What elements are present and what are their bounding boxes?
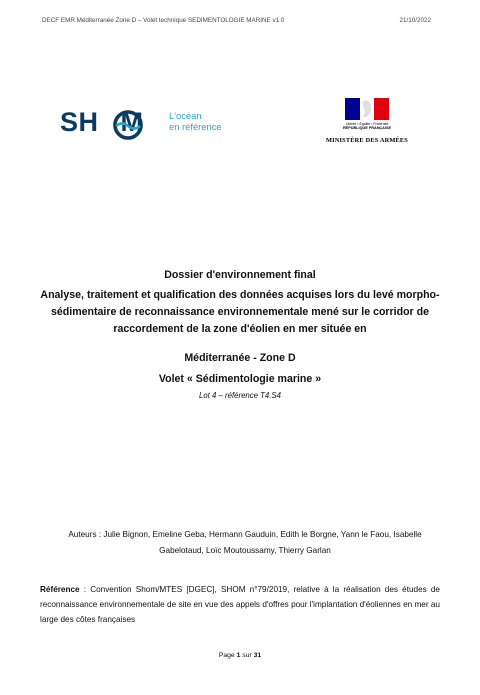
- republique-devise: Liberté • Égalité • Fraternité: [345, 122, 389, 126]
- zone-title: Méditerranée - Zone D: [184, 351, 296, 364]
- volet-title: Volet « Sédimentologie marine »: [158, 372, 322, 385]
- marianne-flag-icon: [345, 98, 389, 120]
- page-total: 31: [253, 652, 262, 659]
- reference-text: : Convention Shom/MTES [DGEC], SHOM n°79/2019, relative à la réalisation des études de reconnaissance environnementale de site en vue des appels d'offres pour l'implantation d'éoliennes en mer au large des côtes françaises: [40, 585, 440, 624]
- shom-letter-m: M: [120, 107, 144, 137]
- marianne-profile-icon: [357, 99, 377, 119]
- authors-list: Auteurs : Julie Bignon, Emeline Geba, Hermann Gauduin, Edith le Borgne, Yann le Faou, Isabelle Gabelotaud, Loïc Moutoussamy, Thierry Garlan: [68, 530, 422, 555]
- header-left-text: DECF EMR Méditerranée Zone D – Volet technique SEDIMENTOLOGIE MARINE v1.0: [42, 17, 285, 24]
- reference-label: Référence: [40, 585, 80, 594]
- shom-letters-sh: SH: [60, 107, 99, 137]
- shom-logo: [60, 105, 230, 145]
- document-main-title: Analyse, traitement et qualification des données acquises lors du levé morpho-sédimentaire de reconnaissance environnementale mené sur le corridor de raccordement de la zone d'éolien en mer située en: [40, 289, 440, 336]
- page-current: 1: [236, 652, 241, 659]
- header-date: 21/10/2022: [399, 17, 431, 24]
- page-middle: sur: [240, 652, 254, 659]
- shom-wave-circle-icon: [112, 109, 144, 141]
- shom-tagline: [169, 110, 222, 132]
- page-prefix: Page: [218, 652, 237, 659]
- document-title-block: [30, 269, 450, 400]
- lot-reference: Lot 4 – référence T4.S4: [199, 390, 281, 400]
- shom-tagline-line2: en référence: [169, 121, 222, 132]
- republique-francaise-label: RÉPUBLIQUE FRANÇAISE: [342, 126, 392, 130]
- page-number: [0, 652, 480, 659]
- shom-tagline-line1: L'océan: [169, 110, 202, 121]
- ministere-name: MINISTÈRE DES ARMÉES: [325, 137, 409, 144]
- reference-paragraph: [40, 583, 440, 627]
- ministere-logo: [318, 98, 416, 144]
- document-type-title: Dossier d'environnement final: [164, 269, 316, 281]
